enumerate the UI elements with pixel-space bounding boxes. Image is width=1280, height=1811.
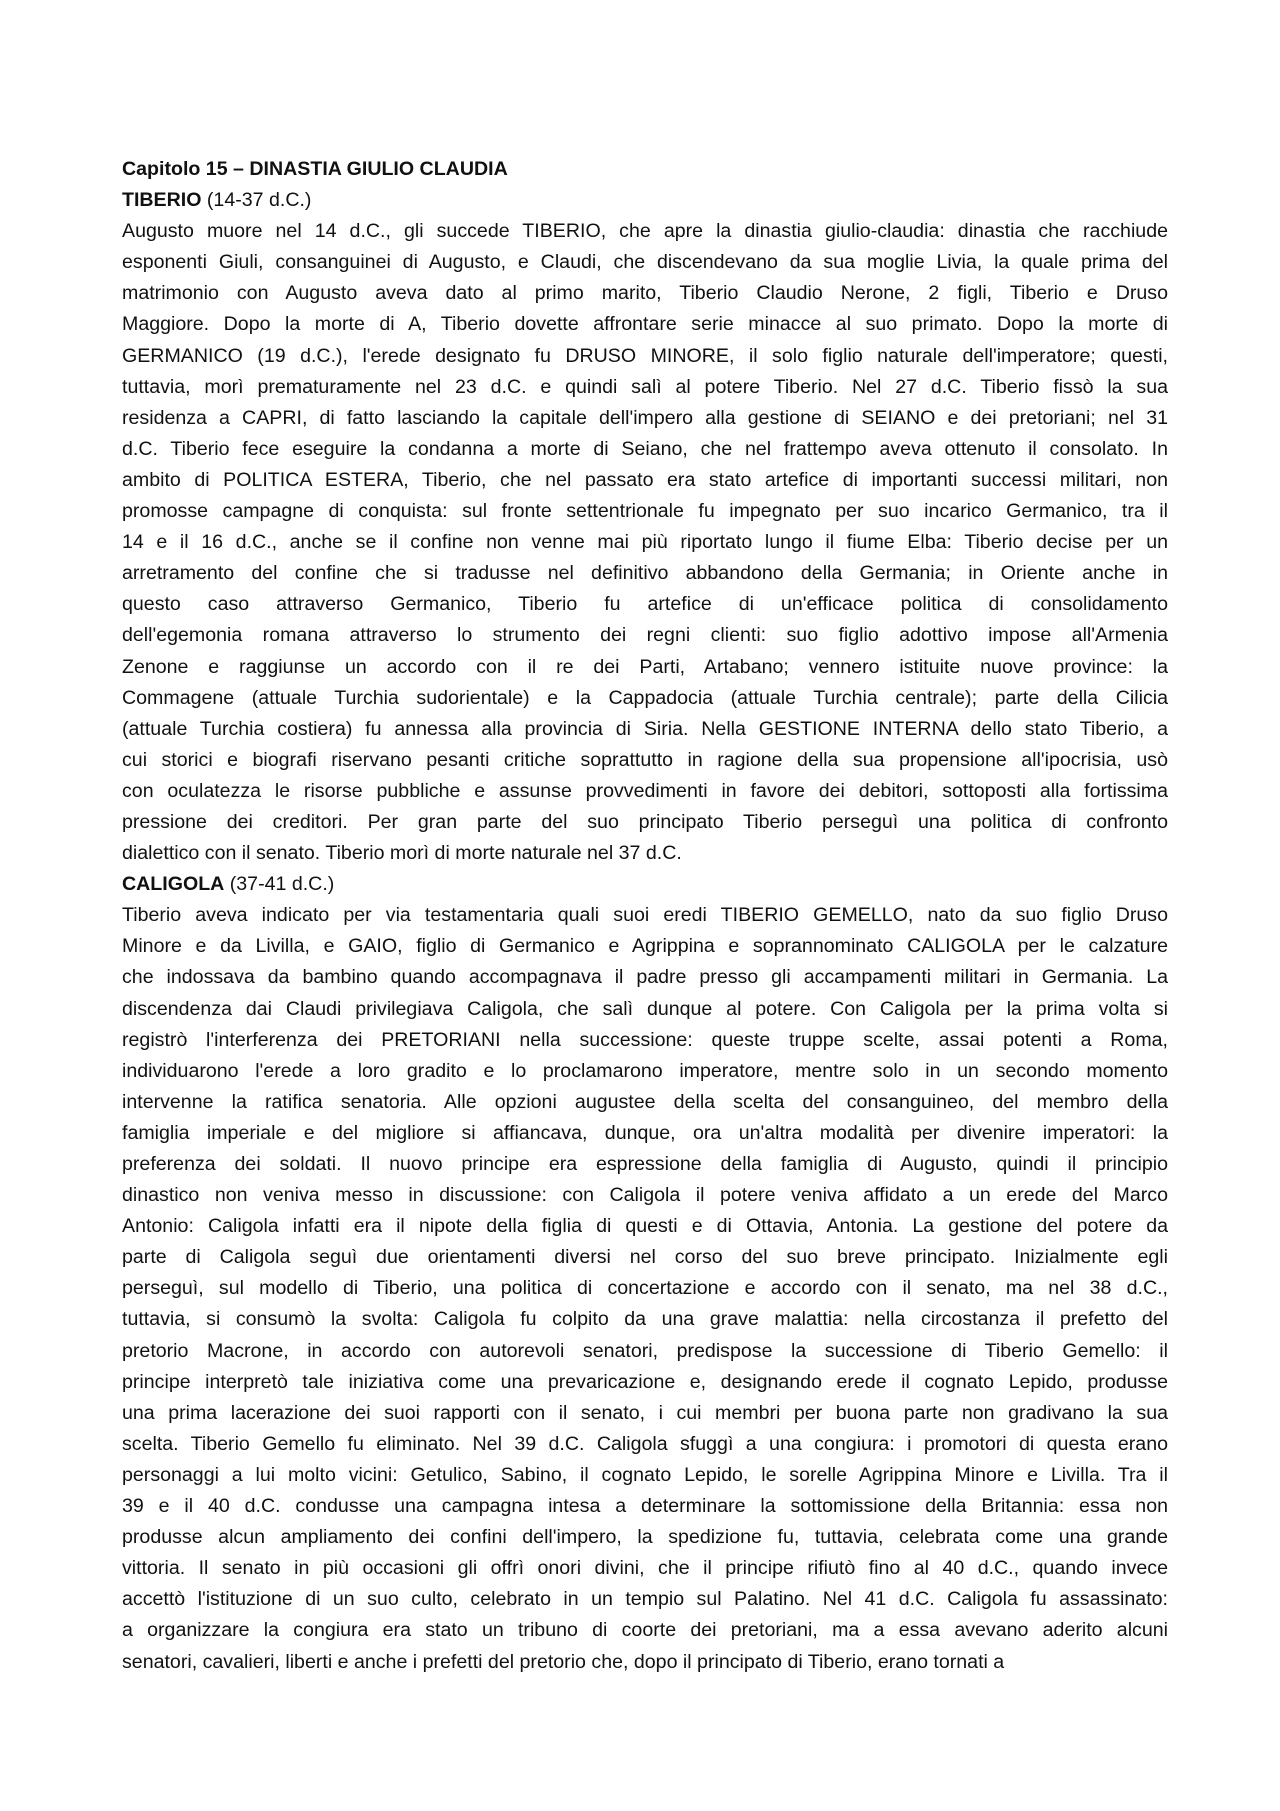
paragraph-line: con oculatezza le risorse pubbliche e assunse provvedimenti in favore dei debitori, sottoposti alla fortissima <box>122 779 1168 802</box>
paragraph-line: Maggiore. Dopo la morte di A, Tiberio dovette affrontare serie minacce al suo primato. Dopo la morte di <box>122 313 1168 336</box>
paragraph-line: esponenti Giuli, consanguinei di Augusto, e Claudi, che discendevano da sua moglie Livia, la quale prima del <box>122 251 1168 274</box>
paragraph-line: individuarono l'erede a loro gradito e lo proclamarono imperatore, mentre solo in un secondo momento <box>122 1059 1168 1082</box>
paragraph-line: tuttavia, si consumò la svolta: Caligola fu colpito da una grave malattia: nella circostanza il prefetto del <box>122 1308 1168 1331</box>
paragraph-line: GERMANICO (19 d.C.), l'erede designato fu DRUSO MINORE, il solo figlio naturale dell'imperatore; questi, <box>122 344 1168 367</box>
paragraph-line: produsse alcun ampliamento dei confini dell'impero, la spedizione fu, tuttavia, celebrata come una grande <box>122 1526 1168 1549</box>
paragraph-line: dinastico non veniva messo in discussione: con Caligola il potere veniva affidato a un erede del Marco <box>122 1184 1168 1207</box>
paragraph-line: Tiberio aveva indicato per via testamentaria quali suoi eredi TIBERIO GEMELLO, nato da suo figlio Druso <box>122 904 1168 927</box>
paragraph-line: perseguì, sul modello di Tiberio, una politica di concertazione e accordo con il senato, ma nel 38 d.C., <box>122 1277 1168 1300</box>
paragraph-line: intervenne la ratifica senatoria. Alle opzioni augustee della scelta del consanguineo, del membro della <box>122 1090 1168 1113</box>
paragraph-line: senatori, cavalieri, liberti e anche i prefetti del pretorio che, dopo il principato di Tiberio, erano tornati a <box>122 1650 1005 1673</box>
paragraph-line: preferenza dei soldati. Il nuovo principe era espressione della famiglia di Augusto, quindi il principio <box>122 1153 1168 1175</box>
paragraph-line: Minore e da Livilla, e GAIO, figlio di Germanico e Agrippina e soprannominato CALIGOLA per le calzature <box>122 935 1168 958</box>
section-heading-caligola <box>122 869 1168 900</box>
paragraph-line: 14 e il 16 d.C., anche se il confine non venne mai più riportato lungo il fiume Elba: Tiberio decise per un <box>122 531 1168 554</box>
paragraph-line: famiglia imperiale e del migliore si affiancava, dunque, ora un'altra modalità per divenire imperatori: la <box>122 1121 1168 1144</box>
paragraph-line: registrò l'interferenza dei PRETORIANI nella successione: queste truppe scelte, assai potenti a Roma, <box>122 1028 1168 1051</box>
paragraph-line: una prima lacerazione dei suoi rapporti con il senato, i cui membri per buona parte non gradivano la sua <box>122 1401 1168 1424</box>
paragraph-line: personaggi a lui molto vicini: Getulico, Sabino, il cognato Lepido, le sorelle Agrippina Minore e Livilla. Tra il <box>122 1463 1168 1486</box>
paragraph-line: tuttavia, morì prematuramente nel 23 d.C. e quindi salì al potere Tiberio. Nel 27 d.C. Tiberio fissò la sua <box>122 375 1168 398</box>
paragraph-line: questo caso attraverso Germanico, Tiberio fu artefice di un'efficace politica di consolidamento <box>122 593 1168 616</box>
paragraph-line: pressione dei creditori. Per gran parte del suo principato Tiberio perseguì una politica di confronto <box>122 810 1168 833</box>
paragraph-line: Commagene (attuale Turchia sudorientale) e la Cappadocia (attuale Turchia centrale); parte della Cilicia <box>122 686 1168 709</box>
section-heading-dates: (37-41 d.C.) <box>224 873 335 896</box>
paragraph-line: pretorio Macrone, in accordo con autorevoli senatori, predispose la successione di Tiberio Gemello: il <box>122 1339 1168 1362</box>
paragraph-line: 39 e il 40 d.C. condusse una campagna intesa a determinare la sottomissione della Britannia: essa non <box>122 1495 1168 1518</box>
paragraph-line: arretramento del confine che si tradusse nel definitivo abbandono della Germania; in Oriente anche in <box>122 562 1168 585</box>
section-heading-dates: (14-37 d.C.) <box>201 189 312 212</box>
paragraph-line: dell'egemonia romana attraverso lo strumento dei regni clienti: suo figlio adottivo impose all'Armenia <box>122 624 1168 647</box>
section-body-tiberio <box>122 216 1168 869</box>
section-body-caligola <box>122 900 1168 1677</box>
paragraph-line: accettò l'istituzione di un suo culto, celebrato in un tempio sul Palatino. Nel 41 d.C. Caligola fu assassinato: <box>122 1588 1168 1611</box>
paragraph-line: parte di Caligola seguì due orientamenti diversi nel corso del suo breve principato. Inizialmente egli <box>122 1246 1168 1269</box>
section-heading-name: TIBERIO <box>122 189 202 212</box>
paragraph-line: Augusto muore nel 14 d.C., gli succede TIBERIO, che apre la dinastia giulio-claudia: dinastia che racchiude <box>122 220 1168 243</box>
paragraph-line: (attuale Turchia costiera) fu annessa alla provincia di Siria. Nella GESTIONE INTERNA dello stato Tiberio, a <box>122 717 1168 740</box>
paragraph-line: principe interpretò tale iniziativa come una prevaricazione e, designando erede il cognato Lepido, produsse <box>122 1370 1168 1393</box>
paragraph-line: promosse campagne di conquista: sul fronte settentrionale fu impegnato per suo incarico Germanico, tra il <box>122 500 1168 523</box>
paragraph-line: dialettico con il senato. Tiberio morì di morte naturale nel 37 d.C. <box>122 842 682 865</box>
paragraph-line: ambito di POLITICA ESTERA, Tiberio, che nel passato era stato artefice di importanti successi militari, non <box>122 468 1168 491</box>
paragraph-line: scelta. Tiberio Gemello fu eliminato. Nel 39 d.C. Caligola sfuggì a una congiura: i promotori di questa erano <box>122 1432 1168 1455</box>
paragraph-line: d.C. Tiberio fece eseguire la condanna a morte di Seiano, che nel frattempo aveva ottenuto il consolato. In <box>122 437 1168 460</box>
paragraph-line: cui storici e biografi riservano pesanti critiche soprattutto in ragione della sua propensione all'ipocrisia, usò <box>122 748 1168 771</box>
paragraph-line: Antonio: Caligola infatti era il nipote della figlia di questi e di Ottavia, Antonia. La gestione del potere da <box>122 1215 1168 1238</box>
section-heading-tiberio <box>122 185 1168 216</box>
paragraph-line: che indossava da bambino quando accompagnava il padre presso gli accampamenti militari in Germania. La <box>122 966 1168 989</box>
chapter-title: Capitolo 15 – DINASTIA GIULIO CLAUDIA <box>122 158 508 180</box>
section-heading-name: CALIGOLA <box>122 873 225 896</box>
paragraph-line: vittoria. Il senato in più occasioni gli offrì onori divini, che il principe rifiutò fino al 40 d.C., quando invece <box>122 1557 1168 1580</box>
paragraph-line: matrimonio con Augusto aveva dato al primo marito, Tiberio Claudio Nerone, 2 figli, Tiberio e Druso <box>122 282 1168 305</box>
paragraph-line: a organizzare la congiura era stato un tribuno di coorte dei pretoriani, ma a essa avevano aderito alcuni <box>122 1619 1168 1642</box>
document-page <box>122 154 1168 1678</box>
paragraph-line: residenza a CAPRI, di fatto lasciando la capitale dell'impero alla gestione di SEIANO e dei pretoriani; nel 31 <box>122 406 1168 429</box>
paragraph-line: discendenza dai Claudi privilegiava Caligola, che salì dunque al potere. Con Caligola per la prima volta si <box>122 997 1168 1020</box>
paragraph-line: Zenone e raggiunse un accordo con il re dei Parti, Artabano; vennero istituite nuove province: la <box>122 655 1168 678</box>
